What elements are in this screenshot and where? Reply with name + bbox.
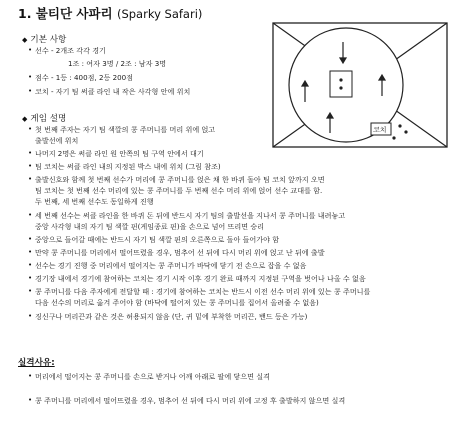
method-line: 선수는 경기 진행 중 머리에서 떨어지는 콩 주머니가 바닥에 닿기 전 손으로 잡을 수 없음	[35, 261, 307, 270]
title-sub: (Sparky Safari)	[116, 7, 203, 21]
method-line: 콩 주머니를 다음 주자에게 전달할 때 : 경기에 참여하는 코치는 반드시 이전 선수 머리 위에 있는 콩 주머니를	[35, 287, 371, 296]
method-line: 나머지 2명은 써클 라인 원 안쪽의 팀 구역 안에서 대기	[35, 149, 204, 158]
basic-line: 1조 : 여자 3명 / 2조 : 남자 3명	[68, 59, 167, 68]
basic-line: 선수 - 2개조 각각 경기	[35, 46, 106, 55]
coach-label: 코치	[373, 126, 387, 134]
bullet-icon: •	[28, 312, 33, 320]
method-line: 징신구나 머리끈과 같은 것은 허용되지 않음 (단, 귀 밑에 부착한 머리끈, 밴드 등은 가능)	[35, 312, 308, 321]
player-marker	[398, 124, 401, 127]
pin-marker	[339, 78, 342, 81]
method-line: 경기장 내에서 경기에 참여하는 코치는 경기 시작 이후 경기 완료 때까지 지정된 구역을 벗어나 나올 수 없음	[35, 274, 366, 283]
bullet-icon: •	[28, 396, 33, 404]
method-line: 팀 코치는 첫 번째 선수 머리에 있는 콩 주머니를 두 번째 선수 머리 위에 얹어 선수 교대를 함.	[35, 186, 323, 195]
basic-line: 코치 - 자기 팀 써클 라인 내 작은 사각형 안에 위치	[35, 87, 191, 96]
bullet-icon: •	[28, 211, 33, 219]
player-marker	[404, 130, 407, 133]
field-diagram	[272, 22, 448, 148]
bullet-icon: •	[28, 73, 33, 81]
bullet-icon: •	[28, 46, 33, 54]
method-line: 팀 코치는 써클 라인 내의 지정된 박스 내에 위치 (그림 참조)	[35, 162, 221, 171]
method-line: 중앙 사각형 내의 자기 팀 색깔 핀(게임종료 핀)을 손으로 넘어 뜨리면 승리	[35, 222, 265, 231]
section-method-heading	[22, 112, 66, 124]
bullet-icon: •	[28, 235, 33, 243]
bullet-icon: •	[28, 287, 33, 295]
section-basic-label: 기본 사항	[30, 35, 67, 45]
page-title	[18, 4, 202, 22]
method-line: 중앙으로 들어갈 때에는 반드시 자기 팀 색깔 핀의 오른쪽으로 돌아 들어가야 함	[35, 235, 280, 244]
bullet-icon: •	[28, 248, 33, 256]
method-line: 출발선에 위치	[35, 136, 79, 145]
player-marker	[392, 136, 395, 139]
bullet-icon: •	[28, 149, 33, 157]
basic-line: 점수 - 1등 : 400점, 2등 200점	[35, 73, 133, 82]
diamond-bullet-icon: ◆	[22, 36, 28, 44]
bullet-icon: •	[28, 125, 33, 133]
fail-line: 머리에서 떨어지는 콩 주머니를 손으로 받거나 어깨 아래로 팔에 닿으면 실격	[35, 372, 270, 381]
method-line: 첫 번째 주자는 자기 팀 색깔의 콩 주머니를 머리 위에 얹고	[35, 125, 216, 134]
section-fail-heading: 실격사유:	[18, 358, 55, 368]
method-line: 세 번째 선수는 써클 라인을 한 바퀴 돈 뒤에 반드시 자기 팀의 출발선을 지나서 콩 주머니를 내려놓고	[35, 211, 346, 220]
bullet-icon: •	[28, 274, 33, 282]
pin-marker	[339, 86, 342, 89]
section-method-label: 게임 설명	[30, 114, 67, 124]
diamond-bullet-icon: ◆	[22, 115, 28, 123]
bullet-icon: •	[28, 162, 33, 170]
method-line: 두 번째, 세 번째 선수도 동일하게 진행	[35, 197, 154, 206]
bullet-icon: •	[28, 372, 33, 380]
fail-line: 콩 주머니를 머리에서 떨어뜨렸을 경우, 멈추어 선 뒤에 다시 머리 위에 고정 후 출발하지 않으면 실격	[35, 396, 346, 405]
bullet-icon: •	[28, 175, 33, 183]
method-line: 출발신호와 함께 첫 번째 선수가 머리에 콩 주머니를 얹은 채 한 바퀴 돌아 팀 코치 앞까지 오면	[35, 175, 325, 184]
center-square	[330, 71, 352, 97]
section-basic-heading	[22, 33, 66, 45]
bullet-icon: •	[28, 87, 33, 95]
method-line: 만약 콩 주머니를 머리에서 떨어뜨렸을 경우, 멈추어 선 뒤에 다시 머리 위에 얹고 난 뒤에 출발	[35, 248, 325, 257]
title-main: 1. 불티단 사파리	[18, 6, 113, 21]
bullet-icon: •	[28, 261, 33, 269]
method-line: 다음 선수의 머리로 옮겨 주어야 함 (바닥에 떨어져 있는 콩 주머니를 집어서 올려줄 수 없음)	[35, 298, 319, 307]
